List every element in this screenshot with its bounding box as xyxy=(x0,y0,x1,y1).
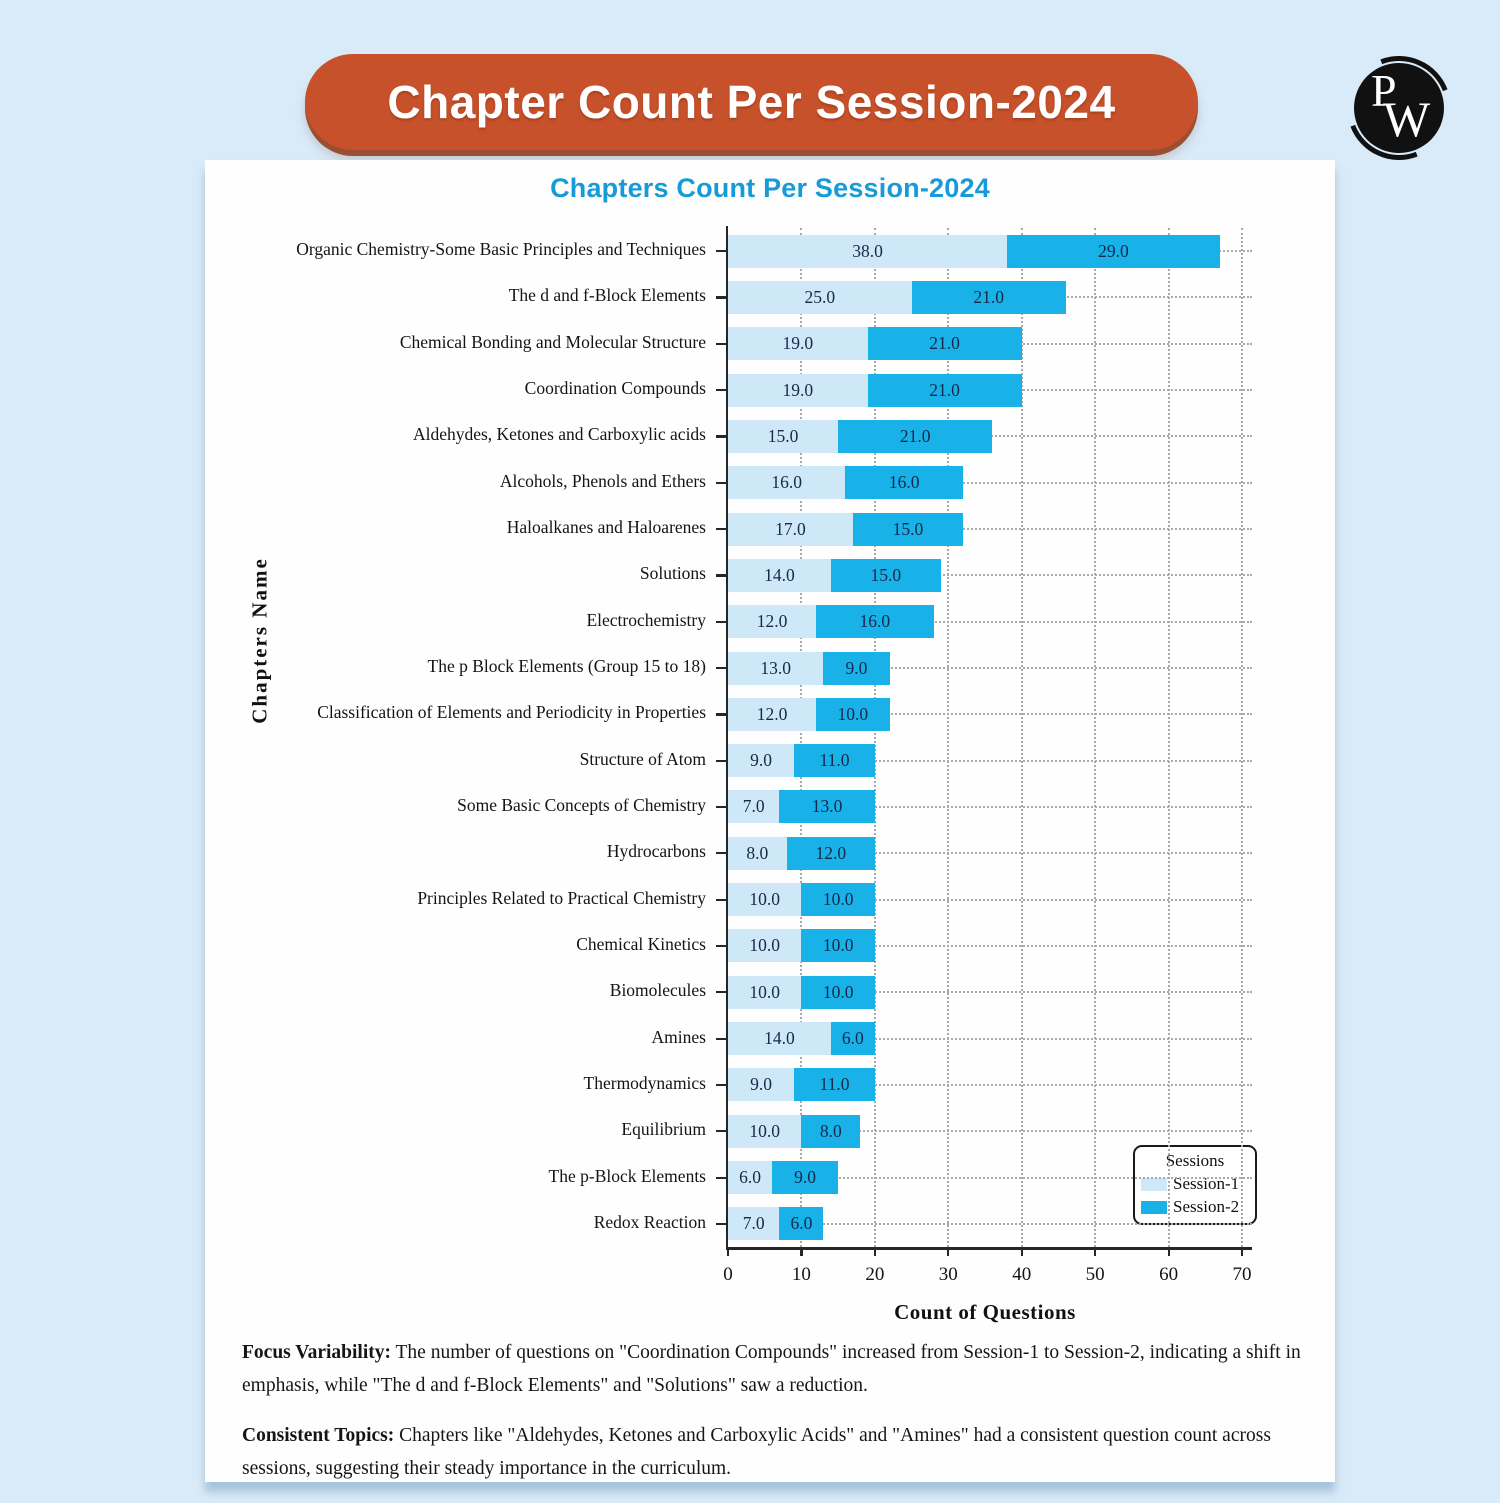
bar-value-session1: 19.0 xyxy=(782,379,814,400)
category-label: Biomolecules xyxy=(609,980,706,1001)
bar-value-session2: 11.0 xyxy=(819,1074,850,1095)
bar-value-session1: 14.0 xyxy=(764,1028,795,1049)
bar-value-session1: 10.0 xyxy=(749,981,781,1002)
category-label: Redox Reaction xyxy=(593,1211,706,1232)
pw-logo xyxy=(1347,56,1451,160)
x-axis-tick xyxy=(874,1247,876,1256)
bar-value-session2: 6.0 xyxy=(790,1213,813,1234)
bar-value-session1: 7.0 xyxy=(742,1213,765,1234)
category-label: The p Block Elements (Group 15 to 18) xyxy=(427,656,706,677)
bar-value-session1: 19.0 xyxy=(782,333,814,354)
y-axis-tick xyxy=(716,760,728,762)
bar-value-session1: 6.0 xyxy=(739,1167,761,1188)
bar-value-session2: 10.0 xyxy=(837,703,869,724)
notes-section xyxy=(242,1336,1302,1503)
x-axis-tick xyxy=(1241,1247,1243,1256)
note-lead: Consistent Topics: xyxy=(242,1425,395,1447)
bar-value-session2: 11.0 xyxy=(819,750,850,771)
bar-value-session1: 38.0 xyxy=(852,240,883,261)
category-label: The d and f-Block Elements xyxy=(508,285,706,306)
bar-value-session1: 9.0 xyxy=(750,750,772,771)
legend xyxy=(1133,1145,1257,1225)
bar-value-session1: 13.0 xyxy=(760,657,792,678)
bar-value-session1: 10.0 xyxy=(749,1120,781,1141)
bar-value-session2: 10.0 xyxy=(822,981,854,1002)
y-axis-title: Chapters Name xyxy=(247,557,272,724)
x-gridline xyxy=(1094,228,1096,1247)
category-label: Classification of Elements and Periodicity in Properties xyxy=(317,702,706,723)
bar-value-session1: 8.0 xyxy=(746,842,769,863)
x-tick-label: 20 xyxy=(865,1264,885,1285)
x-tick-label: 30 xyxy=(938,1264,958,1285)
bar-value-session1: 9.0 xyxy=(750,1074,772,1095)
category-label: Chemical Kinetics xyxy=(576,933,706,954)
plot-area xyxy=(247,228,1252,1324)
x-axis-tick xyxy=(727,1247,729,1256)
y-axis-tick xyxy=(716,1130,728,1132)
bar-value-session1: 7.0 xyxy=(742,796,765,817)
category-label: Alcohols, Phenols and Ethers xyxy=(499,470,706,491)
page-title: Chapter Count Per Session-2024 xyxy=(387,76,1116,128)
x-axis-title: Count of Questions xyxy=(894,1300,1076,1324)
y-axis-tick xyxy=(716,899,728,901)
y-axis-tick xyxy=(716,482,728,484)
x-axis-line xyxy=(726,1247,1252,1250)
y-axis-tick xyxy=(716,945,728,947)
y-axis-tick xyxy=(716,574,728,576)
category-label: Organic Chemistry-Some Basic Principles and Techniques xyxy=(296,239,706,260)
chart-card xyxy=(205,160,1335,1482)
bar-value-session2: 21.0 xyxy=(929,333,960,354)
bar-value-session2: 21.0 xyxy=(973,286,1004,307)
category-label: Principles Related to Practical Chemistry xyxy=(417,887,706,908)
pw-logo-letter-p: P xyxy=(1371,65,1397,116)
x-axis-tick xyxy=(800,1247,802,1256)
x-tick-label: 10 xyxy=(791,1264,811,1285)
bar-value-session1: 12.0 xyxy=(756,703,788,724)
bar-value-session1: 14.0 xyxy=(764,564,795,585)
bar-value-session2: 13.0 xyxy=(811,796,843,817)
y-axis-tick xyxy=(716,852,728,854)
y-axis-tick xyxy=(716,621,728,623)
x-tick-label: 0 xyxy=(723,1264,733,1285)
bar-value-session1: 25.0 xyxy=(804,286,836,307)
category-label: Structure of Atom xyxy=(579,748,706,769)
x-tick-label: 40 xyxy=(1012,1264,1032,1285)
legend-swatch-session1 xyxy=(1141,1178,1167,1191)
header-banner xyxy=(305,54,1198,150)
category-label: Some Basic Concepts of Chemistry xyxy=(457,794,706,815)
y-axis-tick xyxy=(716,528,728,530)
legend-label-session1: Session-1 xyxy=(1173,1174,1240,1193)
category-label: Aldehydes, Ketones and Carboxylic acids xyxy=(412,424,706,445)
bar-value-session2: 9.0 xyxy=(794,1167,817,1188)
bar-value-session2: 8.0 xyxy=(819,1120,842,1141)
y-axis-tick xyxy=(716,1177,728,1179)
note-consistent-topics xyxy=(242,1419,1302,1485)
bar-value-session1: 12.0 xyxy=(756,611,788,632)
x-tick-label: 60 xyxy=(1159,1264,1179,1285)
y-axis-tick xyxy=(716,389,728,391)
y-axis-tick xyxy=(716,1223,728,1225)
y-axis-tick xyxy=(716,435,728,437)
legend-title: Sessions xyxy=(1165,1151,1225,1170)
bar-value-session1: 17.0 xyxy=(775,518,806,539)
bar-value-session2: 6.0 xyxy=(841,1028,864,1049)
bar-value-session2: 29.0 xyxy=(1098,240,1129,261)
bar-value-session2: 10.0 xyxy=(822,889,854,910)
y-axis-tick xyxy=(716,296,728,298)
note-lead: Focus Variability: xyxy=(242,1342,391,1363)
bar-value-session2: 15.0 xyxy=(892,518,924,539)
y-axis-tick xyxy=(716,343,728,345)
x-axis-tick xyxy=(947,1247,949,1256)
bar-value-session2: 15.0 xyxy=(870,564,902,585)
x-axis-tick xyxy=(1094,1247,1096,1256)
category-label: Amines xyxy=(651,1026,706,1047)
y-axis-tick xyxy=(716,713,728,715)
y-axis-tick xyxy=(716,991,728,993)
bar-value-session1: 10.0 xyxy=(749,889,781,910)
pw-logo-letter-w: W xyxy=(1383,91,1431,147)
bar-value-session1: 16.0 xyxy=(771,472,803,493)
x-tick-label: 70 xyxy=(1232,1264,1252,1285)
category-label: Coordination Compounds xyxy=(524,378,706,399)
x-tick-label: 50 xyxy=(1085,1264,1105,1285)
chart-title: Chapters Count Per Session-2024 xyxy=(550,173,990,203)
bar-value-session2: 21.0 xyxy=(929,379,960,400)
category-label: Haloalkanes and Haloarenes xyxy=(506,517,706,538)
legend-entry-session2 xyxy=(1141,1197,1249,1217)
x-gridline xyxy=(1241,228,1243,1247)
y-axis-tick xyxy=(716,806,728,808)
bar-value-session2: 16.0 xyxy=(859,611,891,632)
category-label: Thermodynamics xyxy=(583,1072,706,1093)
bar-value-session2: 21.0 xyxy=(899,425,931,446)
y-axis-tick xyxy=(716,1084,728,1086)
category-label: The p-Block Elements xyxy=(548,1165,706,1186)
bar-value-session2: 16.0 xyxy=(888,472,920,493)
note-text: Chapters like "Aldehydes, Ketones and Carboxylic Acids" and "Amines" had a consistent question count across sessions, suggesting their steady importance in the curriculum. xyxy=(242,1425,1271,1480)
category-label: Hydrocarbons xyxy=(606,841,706,862)
bar-value-session1: 15.0 xyxy=(767,425,799,446)
y-axis-tick xyxy=(716,667,728,669)
y-axis-tick xyxy=(716,250,728,252)
category-label: Electrochemistry xyxy=(586,609,706,630)
y-axis-tick xyxy=(716,1038,728,1040)
x-axis-tick xyxy=(1168,1247,1170,1256)
bar-value-session2: 10.0 xyxy=(822,935,854,956)
bar-value-session1: 10.0 xyxy=(749,935,781,956)
category-label: Equilibrium xyxy=(621,1119,706,1140)
legend-label-session2: Session-2 xyxy=(1173,1197,1240,1216)
note-text: The number of questions on "Coordination Compounds" increased from Session-1 to Session-2, indicating a shift in emphasis, while "The d and f-Block Elements" and "Solutions" saw a reduction. xyxy=(242,1342,1301,1397)
x-gridline xyxy=(1168,228,1170,1247)
x-axis-tick xyxy=(1021,1247,1023,1256)
legend-swatch-session2 xyxy=(1141,1201,1167,1214)
bar-value-session2: 12.0 xyxy=(815,842,847,863)
bar-value-session2: 9.0 xyxy=(845,657,868,678)
note-focus-variability xyxy=(242,1336,1302,1402)
category-label: Solutions xyxy=(639,563,706,584)
category-label: Chemical Bonding and Molecular Structure xyxy=(399,331,706,352)
